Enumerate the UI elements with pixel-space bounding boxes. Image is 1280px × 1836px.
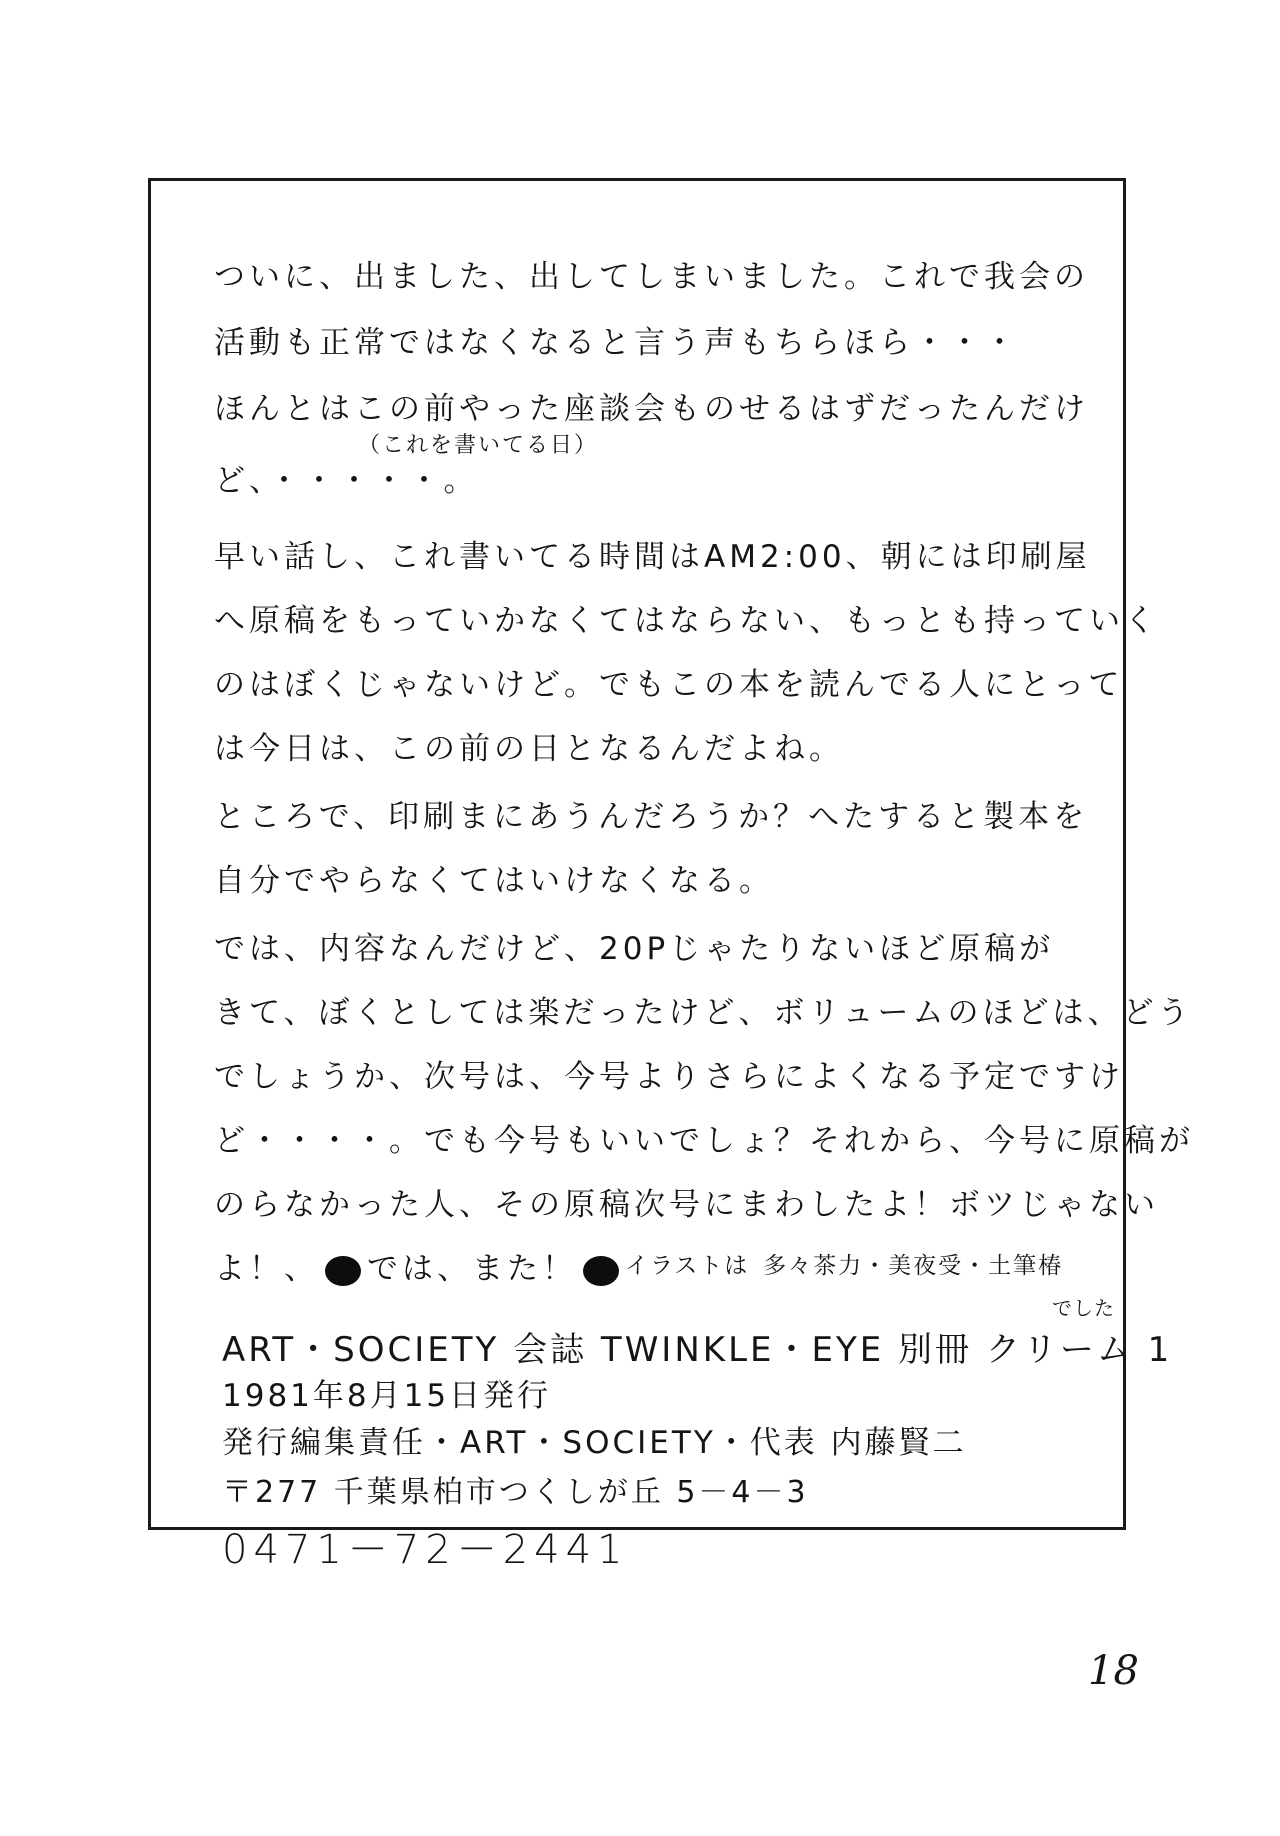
ink-dot-icon <box>325 1256 361 1286</box>
body-line-3: ほんとはこの前やった座談会ものせるはずだったんだけ <box>214 391 1089 427</box>
illustration-label: イラストは <box>625 1253 750 1279</box>
colophon-address: 〒277 千葉県柏市つくしが丘 5－4－3 <box>222 1475 809 1510</box>
body-line-8: は今日は、この前の日となるんだよね。 <box>214 731 844 767</box>
body-line-9: ところで、印刷まにあうんだろうか？へたすると製本を <box>214 799 1089 835</box>
closing-start: よ！、 <box>214 1251 319 1287</box>
body-line-15: のらなかった人、その原稿次号にまわしたよ！ボツじゃない <box>214 1187 1159 1223</box>
body-line-6: へ原稿をもっていかなくてはならない、もっとも持っていく <box>214 603 1159 639</box>
inline-note: （これを書いてる日） <box>358 433 599 458</box>
page-number: 18 <box>1088 1648 1139 1694</box>
colophon-title: ART・SOCIETY 会誌 TWINKLE・EYE 別冊 クリーム 1 <box>222 1330 1173 1370</box>
body-line-12: きて、ぼくとしては楽だったけど、ボリュームのほどは、どう <box>214 995 1193 1031</box>
colophon-editor: 発行編集責任・ART・SOCIETY・代表 内藤賢二 <box>222 1425 967 1461</box>
illustrator-credits-tail: でした <box>1052 1296 1115 1320</box>
body-line-5: 早い話し、これ書いてる時間はAM2:00、朝には印刷屋 <box>214 539 1091 575</box>
closing-mid: では、また！ <box>367 1251 577 1287</box>
ink-dot-icon <box>583 1256 619 1286</box>
body-line-13: でしょうか、次号は、今号よりさらによくなる予定ですけ <box>214 1059 1124 1095</box>
colophon-phone: 0471－72－2441 <box>222 1527 629 1573</box>
body-line-7: のはぼくじゃないけど。でもこの本を読んでる人にとって <box>214 667 1124 703</box>
body-line-11: では、内容なんだけど、20Pじゃたりないほど原稿が <box>214 931 1055 967</box>
body-line-1: ついに、出ました、出してしまいました。これで我会の <box>214 259 1089 295</box>
body-line-14: ど・・・・。でも今号もいいでしょ？それから、今号に原稿が <box>214 1123 1194 1159</box>
colophon-date: 1981年8月15日発行 <box>222 1378 552 1414</box>
body-line-2: 活動も正常ではなくなると言う声もちらほら・・・ <box>214 325 1019 361</box>
closing-line <box>214 1251 1064 1287</box>
body-line-4: ど、・・・・・。 <box>214 463 479 499</box>
body-line-10: 自分でやらなくてはいけなくなる。 <box>214 863 774 899</box>
page-frame <box>148 178 1126 1530</box>
illustrator-credits: 多々茶力・美夜受・土筆椿 <box>763 1253 1064 1279</box>
